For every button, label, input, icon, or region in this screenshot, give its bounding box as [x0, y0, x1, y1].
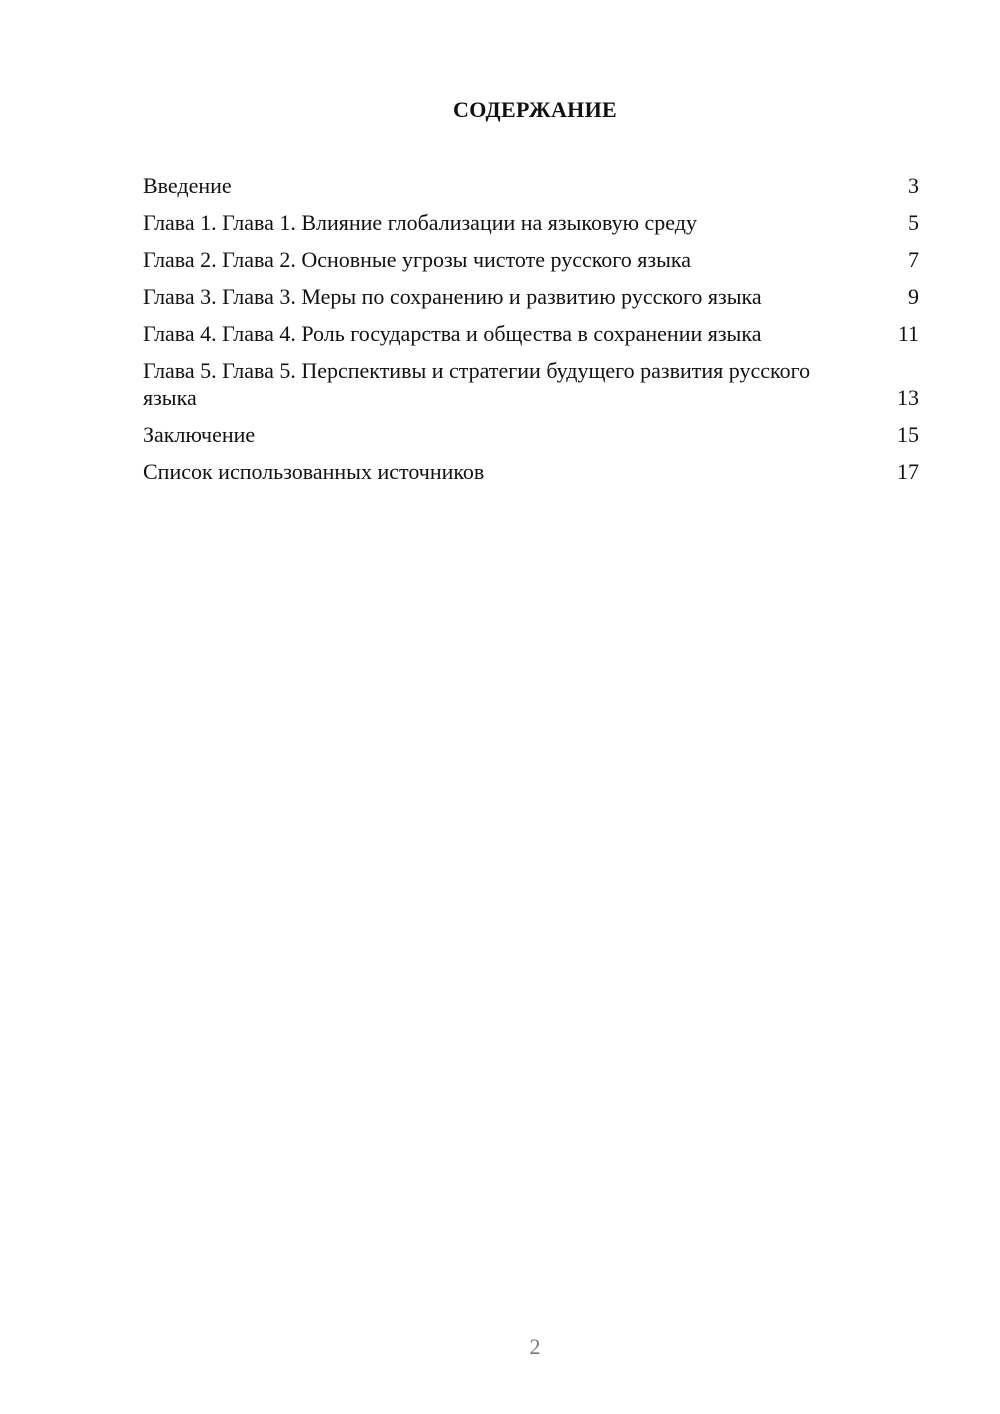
- toc-entry-page: 13: [897, 385, 919, 410]
- toc-entry-introduction[interactable]: [143, 172, 919, 199]
- toc-entry-title: Глава 5. Глава 5. Перспективы и стратегии будущего развития русского языка: [143, 358, 811, 410]
- page-number: 2: [529, 1334, 541, 1359]
- toc-entry-title: Глава 2. Глава 2. Основные угрозы чистоте русского языка: [143, 247, 691, 272]
- toc-entry-title: Введение: [143, 173, 232, 198]
- toc-entry-page: 17: [897, 459, 919, 484]
- table-of-contents: [143, 172, 919, 495]
- toc-entry-page: 11: [897, 321, 919, 346]
- toc-entry-page: 15: [897, 422, 919, 447]
- toc-entry-title: Список использованных источников: [143, 459, 485, 484]
- toc-entry-chapter-4[interactable]: [143, 320, 919, 347]
- toc-entry-chapter-5[interactable]: [143, 357, 919, 411]
- toc-entry-references[interactable]: [143, 458, 919, 485]
- toc-entry-page: 5: [908, 210, 919, 235]
- toc-entry-page: 3: [908, 173, 919, 198]
- toc-entry-title: Глава 1. Глава 1. Влияние глобализации на языковую среду: [143, 210, 697, 235]
- toc-entry-chapter-1[interactable]: [143, 209, 919, 236]
- toc-entry-title: Заключение: [143, 422, 256, 447]
- toc-entry-title: Глава 3. Глава 3. Меры по сохранению и развитию русского языка: [143, 284, 762, 309]
- toc-entry-title: Глава 4. Глава 4. Роль государства и общества в сохранении языка: [143, 321, 762, 346]
- toc-entry-page: 7: [908, 247, 919, 272]
- toc-entry-chapter-2[interactable]: [143, 246, 919, 273]
- toc-entry-conclusion[interactable]: [143, 421, 919, 448]
- toc-entry-chapter-3[interactable]: [143, 283, 919, 310]
- page-title: СОДЕРЖАНИЕ: [453, 97, 617, 122]
- toc-entry-page: 9: [908, 284, 919, 309]
